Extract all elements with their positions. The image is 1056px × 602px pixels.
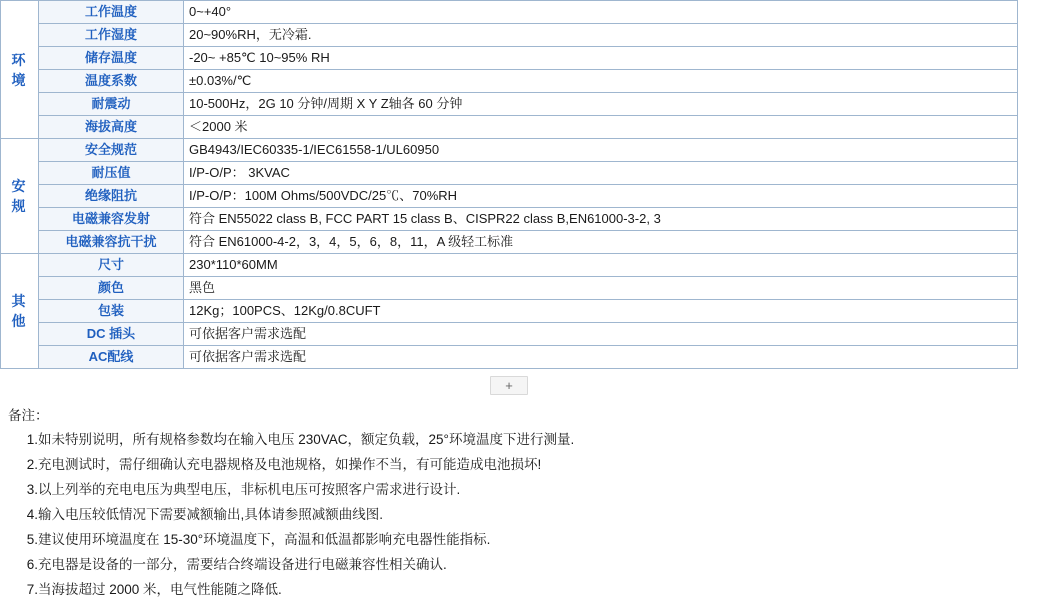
row-value: 230*110*60MM [184, 254, 1018, 277]
list-item [26, 527, 1056, 552]
table-row [1, 277, 1018, 300]
group-cell-safety [1, 139, 39, 254]
note-text: 充电测试时，需仔细确认充电器规格及电池规格，如操作不当，有可能造成电池损坏! [38, 457, 542, 472]
row-label: 绝缘阻抗 [39, 185, 184, 208]
row-value: -20~ +85℃ 10~95% RH [184, 47, 1018, 70]
row-label: 温度系数 [39, 70, 184, 93]
list-item [26, 577, 1056, 602]
row-label: 储存温度 [39, 47, 184, 70]
row-value: 符合 EN61000-4-2，3，4，5，6，8，11，A 级轻工标准 [184, 231, 1018, 254]
note-number: 2. [26, 457, 38, 472]
table-row [1, 231, 1018, 254]
row-value: 20~90%RH，无冷霜. [184, 24, 1018, 47]
row-value: 12Kg；100PCS、12Kg/0.8CUFT [184, 300, 1018, 323]
row-value: 10-500Hz，2G 10 分钟/周期 X Y Z轴各 60 分钟 [184, 93, 1018, 116]
row-label: 耐压值 [39, 162, 184, 185]
table-row [1, 116, 1018, 139]
add-row-button[interactable]: + [490, 376, 528, 395]
note-text: 充电器是设备的一部分，需要结合终端设备进行电磁兼容性相关确认. [38, 557, 447, 572]
table-row [1, 208, 1018, 231]
table-row [1, 323, 1018, 346]
add-row-area [0, 369, 1018, 397]
row-label: 工作湿度 [39, 24, 184, 47]
row-label: 安全规范 [39, 139, 184, 162]
table-row [1, 70, 1018, 93]
row-label: 耐震动 [39, 93, 184, 116]
row-value: 可依据客户需求选配 [184, 323, 1018, 346]
table-row [1, 300, 1018, 323]
group-label-char-2: 他 [11, 313, 28, 329]
row-label: DC 插头 [39, 323, 184, 346]
group-label-char-1: 安 [11, 178, 28, 194]
note-text: 输入电压较低情况下需要减额输出,具体请参照减额曲线图. [38, 507, 384, 522]
row-value: 符合 EN55022 class B, FCC PART 15 class B、CISPR22 class B,EN61000-3-2, 3 [184, 208, 1018, 231]
row-value: 0~+40° [184, 1, 1018, 24]
note-number: 7. [26, 582, 38, 597]
table-row [1, 1, 1018, 24]
note-text: 如未特别说明，所有规格参数均在输入电压 230VAC，额定负载，25°环境温度下进行测量. [38, 432, 575, 447]
table-row [1, 185, 1018, 208]
row-label: 工作温度 [39, 1, 184, 24]
note-number: 3. [26, 482, 38, 497]
row-value: 可依据客户需求选配 [184, 346, 1018, 369]
row-label: 包装 [39, 300, 184, 323]
notes-section [0, 397, 1056, 602]
table-row [1, 139, 1018, 162]
table-row [1, 162, 1018, 185]
list-item [26, 552, 1056, 577]
notes-title: 备注： [8, 408, 49, 423]
row-label: AC配线 [39, 346, 184, 369]
table-row [1, 47, 1018, 70]
note-text: 建议使用环境温度在 15-30°环境温度下，高温和低温都影响充电器性能指标. [38, 532, 491, 547]
specification-table-body [1, 1, 1018, 369]
notes-list [8, 427, 1056, 602]
group-cell-environment [1, 1, 39, 139]
note-text: 以上列举的充电电压为典型电压，非标机电压可按照客户需求进行设计. [38, 482, 461, 497]
table-row [1, 24, 1018, 47]
note-number: 1. [26, 432, 38, 447]
note-number: 4. [26, 507, 38, 522]
row-value: 黑色 [184, 277, 1018, 300]
row-value: ±0.03%/℃ [184, 70, 1018, 93]
row-value: I/P-O/P： 3KVAC [184, 162, 1018, 185]
list-item [26, 427, 1056, 452]
row-value: ＜2000 米 [184, 116, 1018, 139]
table-row [1, 93, 1018, 116]
row-label: 尺寸 [39, 254, 184, 277]
list-item [26, 452, 1056, 477]
group-label-char-2: 规 [11, 198, 28, 214]
row-value: GB4943/IEC60335-1/IEC61558-1/UL60950 [184, 139, 1018, 162]
row-label: 电磁兼容发射 [39, 208, 184, 231]
row-label: 颜色 [39, 277, 184, 300]
note-number: 6. [26, 557, 38, 572]
row-value: I/P-O/P：100M Ohms/500VDC/25℃、70%RH [184, 185, 1018, 208]
list-item [26, 477, 1056, 502]
note-text: 当海拔超过 2000 米，电气性能随之降低. [38, 582, 282, 597]
note-number: 5. [26, 532, 38, 547]
group-label-char-1: 其 [11, 293, 28, 309]
row-label: 电磁兼容抗干扰 [39, 231, 184, 254]
list-item [26, 502, 1056, 527]
group-label-char-2: 境 [11, 71, 28, 88]
row-label: 海拔高度 [39, 116, 184, 139]
group-label-char-1: 环 [11, 51, 28, 68]
table-row [1, 346, 1018, 369]
table-row [1, 254, 1018, 277]
group-cell-other [1, 254, 39, 369]
